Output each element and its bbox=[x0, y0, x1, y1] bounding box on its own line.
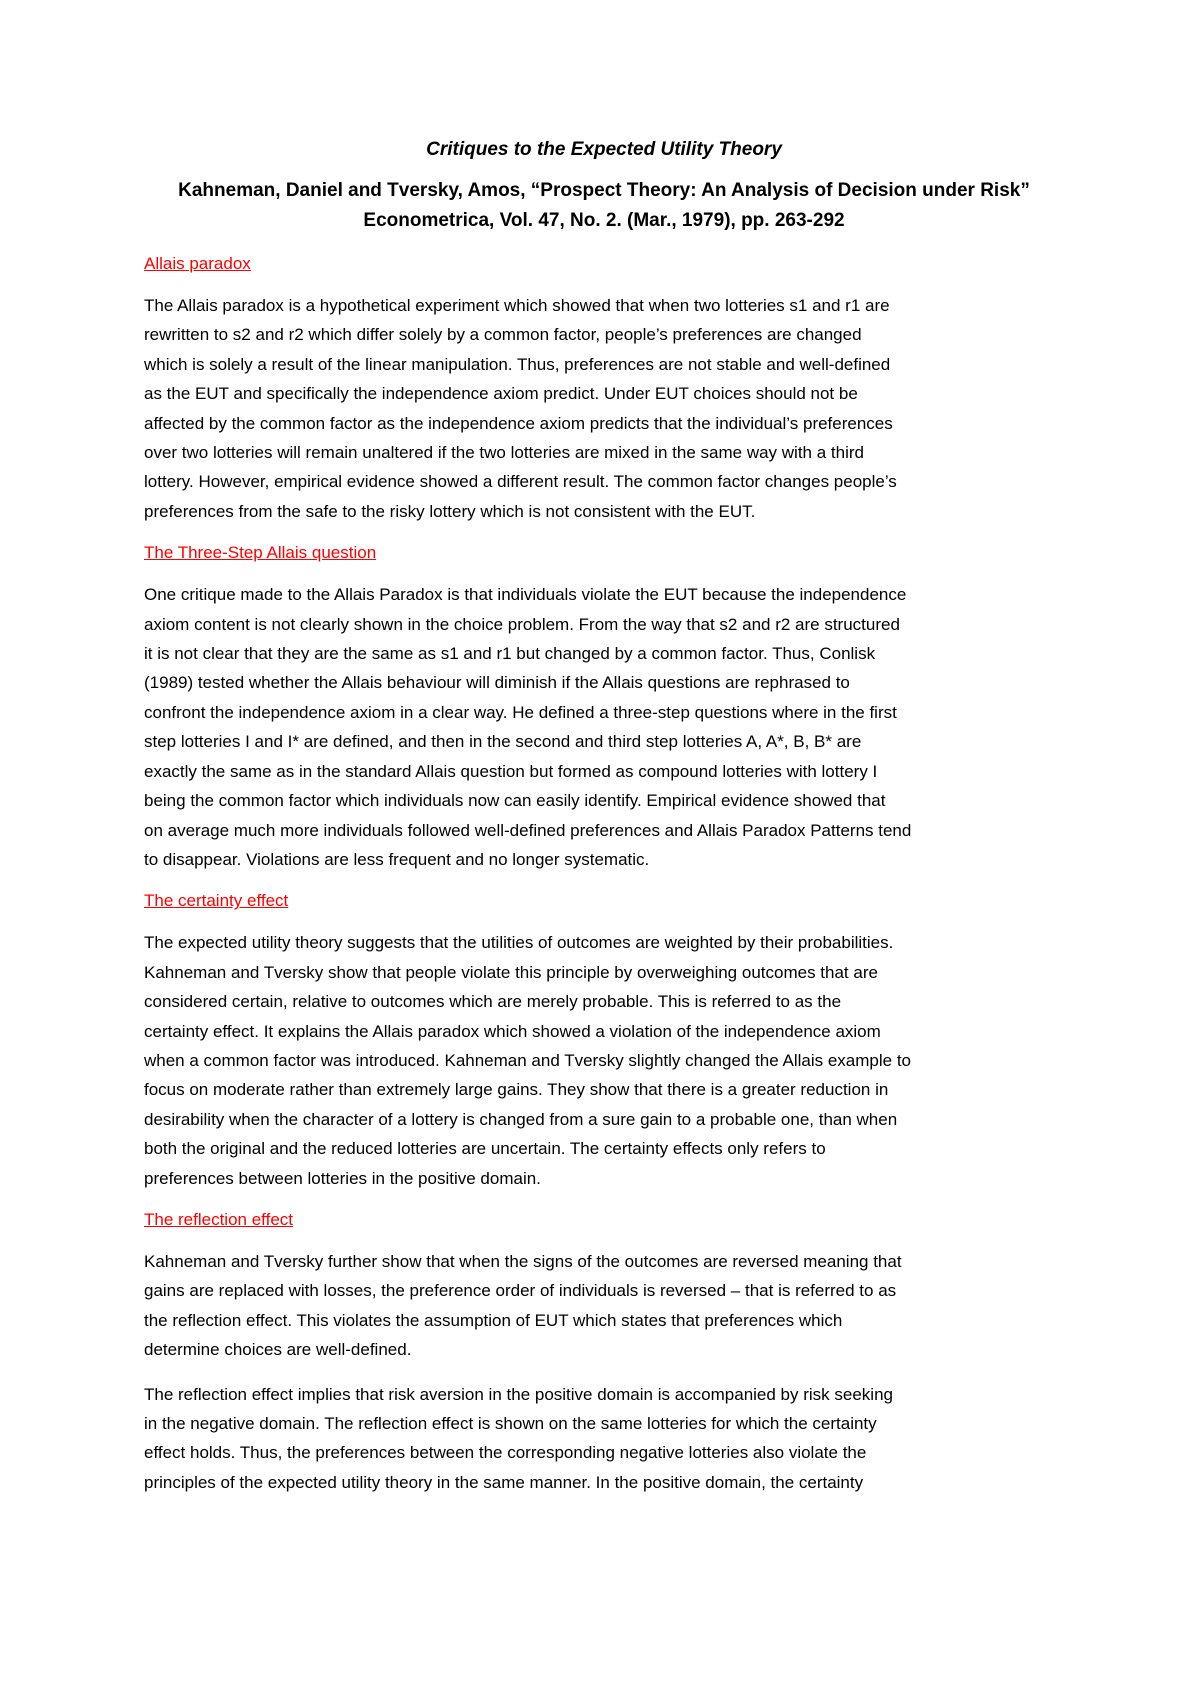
text-line: over two lotteries will remain unaltered if the two lotteries are mixed in the same way with a third bbox=[144, 443, 864, 463]
text-line: The Allais paradox is a hypothetical experiment which showed that when two lotteries s1 and r1 are bbox=[144, 296, 890, 315]
citation-line: Kahneman, Daniel and Tversky, Amos, “Prospect Theory: An Analysis of Decision under Risk” bbox=[178, 180, 1030, 201]
text-line: being the common factor which individuals now can easily identify. Empirical evidence showed that bbox=[144, 791, 886, 811]
section-heading-reflection-effect: The reflection effect bbox=[144, 1209, 293, 1229]
text-line: rewritten to s2 and r2 which differ solely by a common factor, people’s preferences are changed bbox=[144, 325, 862, 345]
text-line: gains are replaced with losses, the preference order of individuals is reversed – that is referred to as bbox=[144, 1281, 897, 1301]
text-line: desirability when the character of a lottery is changed from a sure gain to a probable one, than when bbox=[144, 1109, 898, 1129]
text-line: which is solely a result of the linear manipulation. Thus, preferences are not stable and well-defined bbox=[144, 354, 891, 374]
document-title: Critiques to the Expected Utility Theory bbox=[426, 139, 782, 160]
text-line: in the negative domain. The reflection effect is shown on the same lotteries for which the certainty bbox=[144, 1414, 877, 1433]
paragraph bbox=[144, 1380, 1064, 1498]
text-line: considered certain, relative to outcomes which are merely probable. This is referred to as the bbox=[144, 992, 842, 1012]
paragraph bbox=[144, 1247, 1064, 1365]
text-line: The expected utility theory suggests that the utilities of outcomes are weighted by their probabilities. bbox=[144, 933, 894, 953]
text-line: on average much more individuals followed well-defined preferences and Allais Paradox Patterns tend bbox=[144, 820, 912, 840]
text-line: focus on moderate rather than extremely large gains. They show that there is a greater reduction in bbox=[144, 1080, 889, 1100]
text-line: to disappear. Violations are less frequent and no longer systematic. bbox=[144, 849, 650, 869]
text-line: certainty effect. It explains the Allais paradox which showed a violation of the independence axiom bbox=[144, 1021, 881, 1041]
text-line: preferences between lotteries in the positive domain. bbox=[144, 1168, 541, 1188]
text-line: Kahneman and Tversky show that people violate this principle by overweighing outcomes that are bbox=[144, 962, 878, 982]
text-line: effect holds. Thus, the preferences between the corresponding negative lotteries also violate the bbox=[144, 1443, 867, 1463]
section-heading-allais-paradox: Allais paradox bbox=[144, 254, 251, 273]
section-heading-certainty-effect: The certainty effect bbox=[144, 891, 289, 911]
paragraph bbox=[144, 580, 1064, 874]
text-line: step lotteries I and I* are defined, and then in the second and third step lotteries A, A*, B, B* are bbox=[144, 732, 862, 752]
citation bbox=[144, 176, 1064, 236]
text-line: affected by the common factor as the independence axiom predicts that the individual’s preferences bbox=[144, 413, 893, 433]
paragraph bbox=[144, 291, 1064, 526]
text-line: confront the independence axiom in a clear way. He defined a three-step questions where in the first bbox=[144, 702, 897, 722]
text-line: lottery. However, empirical evidence showed a different result. The common factor changes people’s bbox=[144, 472, 897, 492]
text-line: exactly the same as in the standard Allais question but formed as compound lotteries with lottery I bbox=[144, 761, 878, 781]
text-line: axiom content is not clearly shown in the choice problem. From the way that s2 and r2 are structured bbox=[144, 614, 900, 634]
text-line: One critique made to the Allais Paradox is that individuals violate the EUT because the independence bbox=[144, 585, 907, 605]
text-line: determine choices are well-defined. bbox=[144, 1340, 412, 1360]
section-heading-three-step-allais: The Three-Step Allais question bbox=[144, 543, 377, 563]
text-line: principles of the expected utility theory in the same manner. In the positive domain, the certainty bbox=[144, 1472, 864, 1492]
text-line: Kahneman and Tversky further show that when the signs of the outcomes are reversed meaning that bbox=[144, 1251, 902, 1271]
text-line: both the original and the reduced lotteries are uncertain. The certainty effects only refers to bbox=[144, 1139, 826, 1159]
text-line: the reflection effect. This violates the assumption of EUT which states that preferences which bbox=[144, 1310, 843, 1330]
text-line: it is not clear that they are the same as s1 and r1 but changed by a common factor. Thus, Conlisk bbox=[144, 644, 876, 664]
text-line: The reflection effect implies that risk aversion in the positive domain is accompanied by risk seeking bbox=[144, 1384, 893, 1404]
document-page bbox=[144, 136, 1064, 1512]
text-line: preferences from the safe to the risky lottery which is not consistent with the EUT. bbox=[144, 501, 756, 521]
text-line: (1989) tested whether the Allais behaviour will diminish if the Allais questions are rephrased to bbox=[144, 673, 850, 693]
text-line: as the EUT and specifically the independence axiom predict. Under EUT choices should not be bbox=[144, 384, 858, 404]
paragraph bbox=[144, 928, 1064, 1193]
citation-line: Econometrica, Vol. 47, No. 2. (Mar., 1979), pp. 263-292 bbox=[363, 210, 845, 231]
text-line: when a common factor was introduced. Kahneman and Tversky slightly changed the Allais example to bbox=[144, 1050, 911, 1070]
